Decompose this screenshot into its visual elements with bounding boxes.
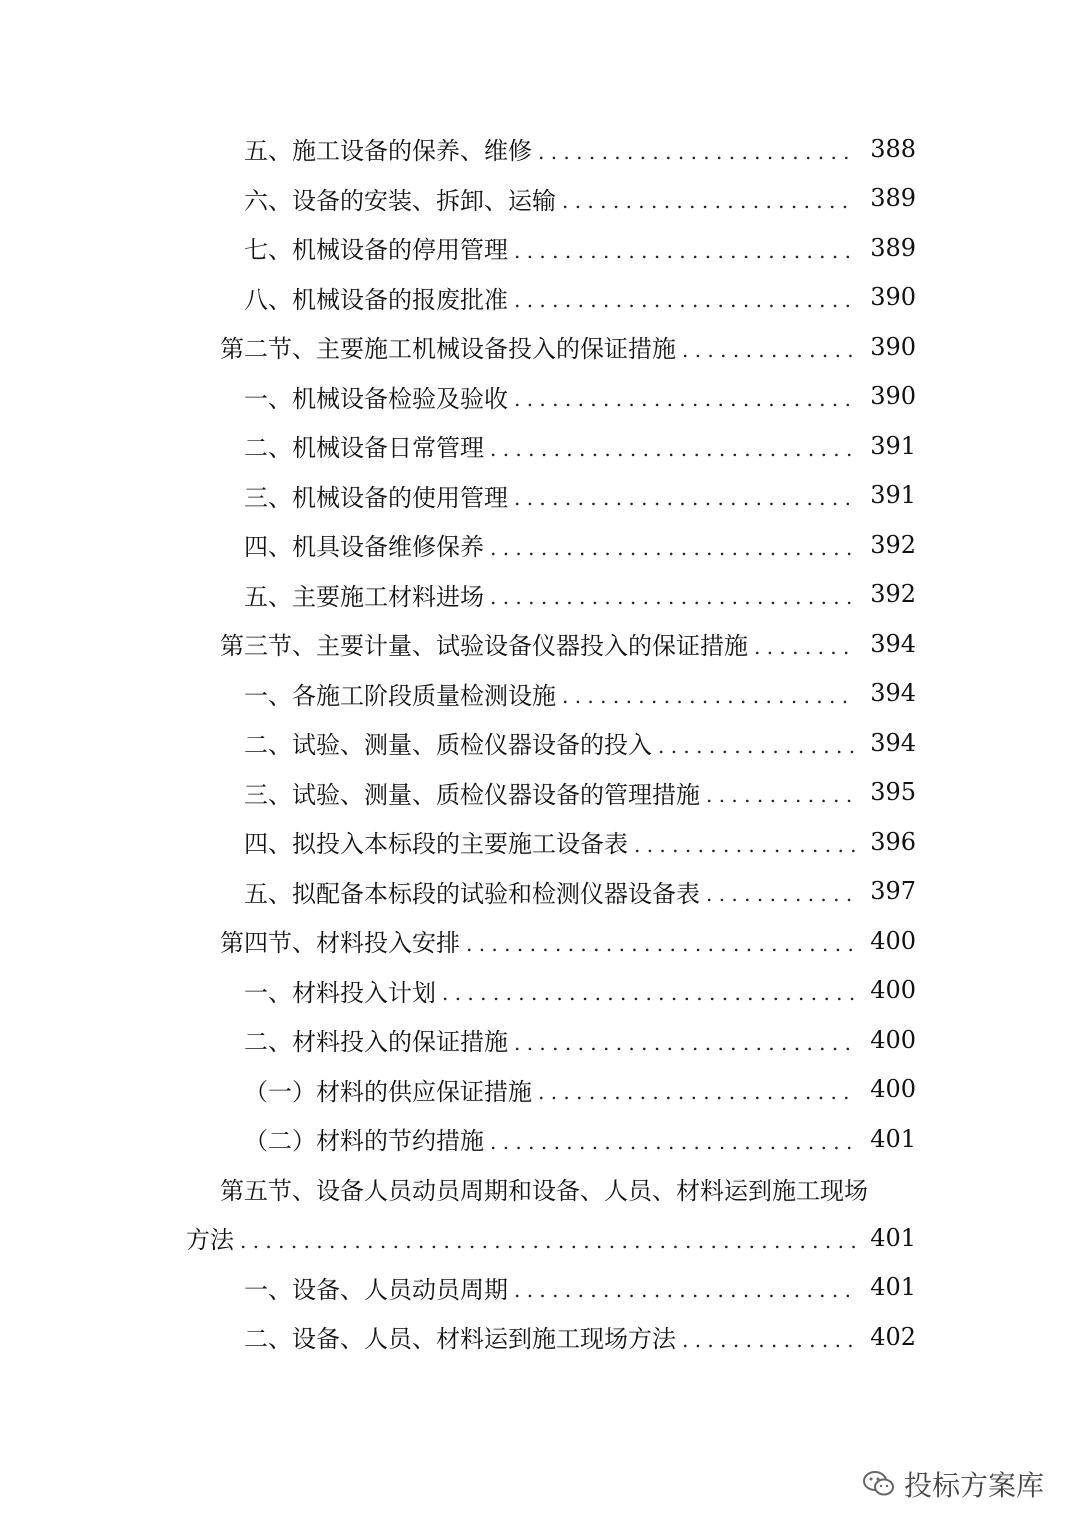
toc-entry-title: 三、机械设备的使用管理: [244, 483, 508, 512]
toc-entry-title: 四、机具设备维修保养: [244, 533, 484, 562]
toc-entry-title: 方法: [186, 1226, 234, 1255]
toc-leader-dots: [682, 334, 856, 360]
toc-entry[interactable]: [0, 223, 1080, 273]
toc-leader-dots: [514, 284, 856, 310]
toc-entry-page-number: 389: [870, 233, 916, 262]
toc-entry-page-number: 394: [870, 679, 916, 708]
toc-entry-page-number: 390: [870, 332, 916, 361]
toc-entry[interactable]: [0, 916, 1080, 966]
toc-entry-title: 三、试验、测量、质检仪器设备的管理措施: [244, 780, 700, 809]
toc-leader-dots: [490, 532, 856, 558]
toc-entry-title: 第五节、设备人员动员周期和设备、人员、材料运到施工现场: [220, 1176, 868, 1205]
toc-entry[interactable]: [0, 570, 1080, 620]
toc-entry-title: 第四节、材料投入安排: [220, 929, 460, 958]
toc-entry[interactable]: [0, 1213, 1080, 1263]
toc-entry[interactable]: [0, 273, 1080, 323]
watermark-text: 投标方案库: [903, 1469, 1044, 1502]
toc-leader-dots: [706, 779, 856, 805]
toc-entry-title: 第二节、主要施工机械设备投入的保证措施: [220, 335, 676, 364]
toc-entry-title: 二、机械设备日常管理: [244, 434, 484, 463]
toc-leader-dots: [514, 1274, 856, 1300]
toc-entry[interactable]: [0, 322, 1080, 372]
toc-entry-title: 一、机械设备检验及验收: [244, 384, 508, 413]
toc-entry[interactable]: [0, 471, 1080, 521]
toc-leader-dots: [754, 631, 856, 657]
toc-leader-dots: [514, 235, 856, 261]
toc-leader-dots: [514, 482, 856, 508]
toc-entry-title: 一、设备、人员动员周期: [244, 1275, 508, 1304]
toc-leader-dots: [706, 878, 856, 904]
toc-leader-dots: [514, 383, 856, 409]
toc-entry[interactable]: [0, 867, 1080, 917]
toc-entry-page-number: 402: [870, 1322, 916, 1351]
watermark: [862, 1464, 1044, 1504]
toc-entry-title: 第三节、主要计量、试验设备仪器投入的保证措施: [220, 632, 748, 661]
toc-entry-title: 六、设备的安装、拆卸、运输: [244, 186, 556, 215]
toc-entry-page-number: 401: [870, 1223, 916, 1252]
toc-leader-dots: [658, 730, 856, 756]
toc-entry-title: （二）材料的节约措施: [244, 1127, 484, 1156]
toc-entry-page-number: 396: [870, 827, 916, 856]
toc-entry-page-number: 390: [870, 283, 916, 312]
toc-leader-dots: [442, 977, 856, 1003]
toc-entry[interactable]: [0, 421, 1080, 471]
toc-entry[interactable]: [0, 174, 1080, 224]
toc-entry-title: 八、机械设备的报废批准: [244, 285, 508, 314]
toc-entry[interactable]: [0, 718, 1080, 768]
toc-entry-page-number: 400: [870, 976, 916, 1005]
toc-entry[interactable]: [0, 520, 1080, 570]
toc-entry-title: 四、拟投入本标段的主要施工设备表: [244, 830, 628, 859]
wechat-icon: [862, 1469, 896, 1499]
toc-entry-title: 一、各施工阶段质量检测设施: [244, 681, 556, 710]
toc-entry[interactable]: [0, 817, 1080, 867]
toc-leader-dots: [240, 1225, 856, 1251]
toc-entry-title: 五、主要施工材料进场: [244, 582, 484, 611]
toc-entry[interactable]: [0, 619, 1080, 669]
toc-entry[interactable]: [0, 372, 1080, 422]
toc-leader-dots: [490, 433, 856, 459]
toc-entry-page-number: 392: [870, 530, 916, 559]
toc-entry-page-number: 400: [870, 1025, 916, 1054]
toc-entry[interactable]: [0, 966, 1080, 1016]
toc-entry-title: 一、材料投入计划: [244, 978, 436, 1007]
toc-leader-dots: [682, 1324, 856, 1350]
toc-entry-page-number: 397: [870, 877, 916, 906]
toc-entry[interactable]: [0, 669, 1080, 719]
toc-entry-title: 五、施工设备的保养、维修: [244, 137, 532, 166]
toc-entry-title: 二、材料投入的保证措施: [244, 1028, 508, 1057]
toc-leader-dots: [538, 136, 856, 162]
toc-leader-dots: [514, 1027, 856, 1053]
toc-entry-page-number: 400: [870, 1075, 916, 1104]
toc-entry-page-number: 388: [870, 134, 916, 163]
toc-entry-title: 二、设备、人员、材料运到施工现场方法: [244, 1325, 676, 1354]
toc-entry-page-number: 391: [870, 431, 916, 460]
toc-entry[interactable]: [0, 1065, 1080, 1115]
toc-entry-title: （一）材料的供应保证措施: [244, 1077, 532, 1106]
toc-leader-dots: [562, 680, 856, 706]
toc-entry-title: 五、拟配备本标段的试验和检测仪器设备表: [244, 879, 700, 908]
toc-entry-page-number: 391: [870, 481, 916, 510]
toc-leader-dots: [634, 829, 856, 855]
toc-entry-title: 七、机械设备的停用管理: [244, 236, 508, 265]
toc-entry[interactable]: [0, 124, 1080, 174]
toc-entry-page-number: 394: [870, 629, 916, 658]
toc-entry-page-number: 392: [870, 580, 916, 609]
toc-leader-dots: [490, 1126, 856, 1152]
toc-entry[interactable]: [0, 1015, 1080, 1065]
toc-entry-page-number: 401: [870, 1124, 916, 1153]
toc-leader-dots: [538, 1076, 856, 1102]
toc-entry-page-number: 395: [870, 778, 916, 807]
toc-entry-page-number: 390: [870, 382, 916, 411]
toc-leader-dots: [562, 185, 856, 211]
toc-entry-page-number: 394: [870, 728, 916, 757]
toc-entry-page-number: 400: [870, 926, 916, 955]
toc-entry[interactable]: [0, 1114, 1080, 1164]
toc-leader-dots: [490, 581, 856, 607]
toc-entry-page-number: 401: [870, 1273, 916, 1302]
toc-entry[interactable]: [0, 1312, 1080, 1362]
toc-entry[interactable]: [0, 1263, 1080, 1313]
table-of-contents: [0, 124, 1080, 1362]
toc-entry-page-number: 389: [870, 184, 916, 213]
toc-entry[interactable]: [0, 768, 1080, 818]
toc-entry-title: 二、试验、测量、质检仪器设备的投入: [244, 731, 652, 760]
toc-entry[interactable]: [0, 1164, 1080, 1214]
toc-leader-dots: [466, 928, 856, 954]
